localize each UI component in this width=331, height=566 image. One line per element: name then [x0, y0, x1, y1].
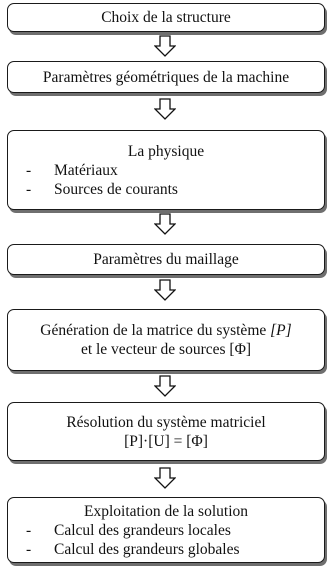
step-matrix-generation: [7, 309, 325, 371]
step-solution-exploitation: [7, 497, 325, 563]
step-structure-choice: [7, 3, 325, 32]
list-item-label: Calcul des grandeurs globales: [54, 540, 240, 558]
step-mesh-parameters: [7, 244, 325, 275]
physics-list: [8, 161, 324, 199]
list-item-label: Calcul des grandeurs locales: [54, 521, 231, 539]
bullet-dash: -: [26, 540, 32, 558]
step-title: La physique: [127, 142, 205, 160]
step-physics: [7, 130, 325, 210]
down-arrow-icon: [154, 279, 176, 301]
down-arrow-icon: [154, 375, 176, 397]
step-title: Choix de la structure: [101, 9, 231, 26]
step-title: Résolution du système matriciel: [66, 413, 266, 431]
bullet-dash: -: [26, 161, 32, 179]
step-line: [8, 321, 324, 340]
list-item-label: Sources de courants: [54, 180, 178, 198]
step-geometric-parameters: [7, 61, 325, 93]
step-matrix-solving: [7, 402, 325, 461]
bullet-dash: -: [26, 180, 32, 198]
source-vector-symbol: [Φ]: [229, 341, 252, 358]
step-title: Exploitation de la solution: [83, 502, 249, 520]
list-item: [8, 521, 324, 540]
down-arrow-icon: [154, 213, 176, 235]
step-title: Paramètres géométriques de la machine: [42, 68, 290, 86]
down-arrow-icon: [154, 467, 176, 489]
down-arrow-icon: [154, 98, 176, 120]
step-title: Paramètres du maillage: [93, 251, 239, 268]
list-item: [8, 540, 324, 559]
matrix-symbol: [P]: [270, 322, 292, 339]
list-item-label: Matériaux: [54, 161, 118, 179]
step-text: Génération de la matrice du système: [40, 322, 267, 339]
exploitation-list: [8, 521, 324, 559]
bullet-dash: -: [26, 521, 32, 539]
list-item: [8, 161, 324, 180]
down-arrow-icon: [154, 35, 176, 57]
matrix-equation: [P]·[U] = [Φ]: [124, 432, 208, 450]
step-line: [8, 340, 324, 359]
step-text: et le vecteur de sources: [80, 341, 226, 358]
list-item: [8, 180, 324, 199]
